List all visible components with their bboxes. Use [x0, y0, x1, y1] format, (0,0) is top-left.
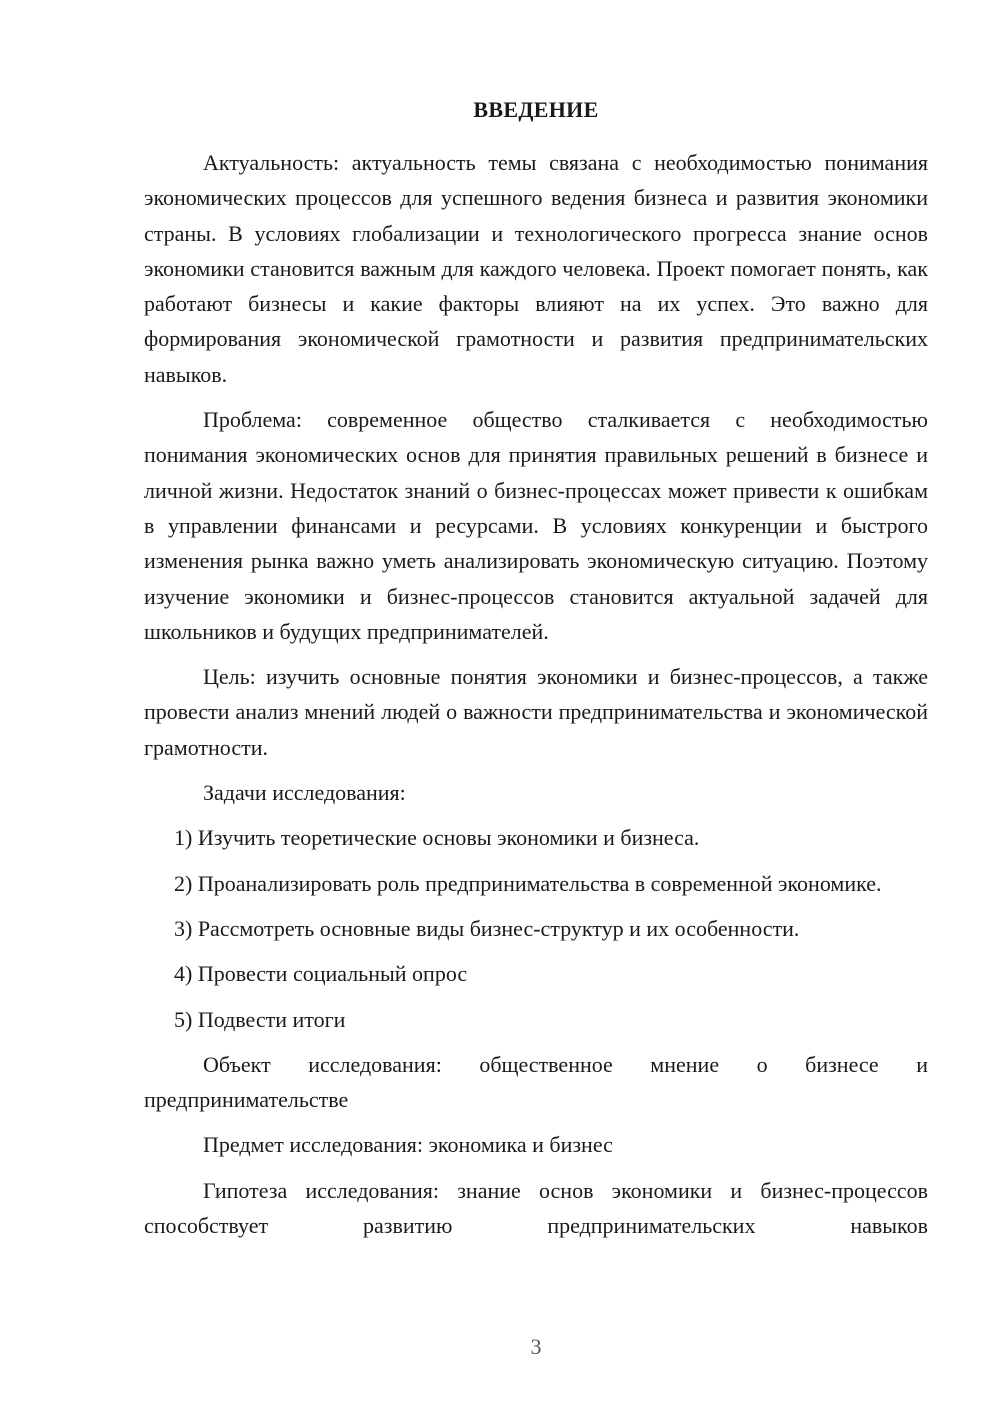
page-title: ВВЕДЕНИЕ	[473, 97, 599, 122]
task-item: 5) Подвести итоги	[174, 1006, 346, 1032]
task-item: 4) Провести социальный опрос	[174, 961, 468, 987]
paragraph-subject: Предмет исследования: экономика и бизнес	[203, 1132, 613, 1158]
task-item: 3) Рассмотреть основные виды бизнес-структур и их особенности.	[174, 915, 800, 941]
paragraph-problem: Проблема: современное общество сталкивается с необходимостью понимания экономических основ для принятия правильных решений в бизнесе и личной жизни. Недостаток знаний о бизнес-процессах может привести к ошибкам в управлении финансами и ресурсами. В условиях конкуренции и быстрого изменения рынка важно уметь анализировать экономическую ситуацию. Поэтому изучение экономики и бизнес-процессов становится актуальной задачей для школьников и будущих предпринимателей.	[144, 407, 928, 644]
paragraph-object: Объект исследования: общественное мнение о бизнесе и предпринимательстве	[144, 1051, 928, 1113]
paragraph-hypothesis: Гипотеза исследования: знание основ экономики и бизнес-процессов способствует развитию предпринимательских навыков	[144, 1177, 928, 1239]
task-item: 2) Проанализировать роль предпринимательства в современной экономике.	[174, 870, 882, 896]
paragraph-goal: Цель: изучить основные понятия экономики и бизнес-процессов, а также провести анализ мнений людей о важности предпринимательства и экономической грамотности.	[144, 664, 928, 760]
paragraph-tasks-heading: Задачи исследования:	[203, 780, 406, 806]
page-number: 3	[530, 1334, 542, 1359]
document-page	[144, 95, 928, 1253]
task-item: 1) Изучить теоретические основы экономики и бизнеса.	[174, 825, 700, 851]
paragraph-relevance: Актуальность: актуальность темы связана с необходимостью понимания экономических процессов для успешного ведения бизнеса и развития экономики страны. В условиях глобализации и технологического прогресса знание основ экономики становится важным для каждого человека. Проект помогает понять, как работают бизнесы и какие факторы влияют на их успех. Это важно для формирования экономической грамотности и развития предпринимательских навыков.	[144, 150, 928, 387]
